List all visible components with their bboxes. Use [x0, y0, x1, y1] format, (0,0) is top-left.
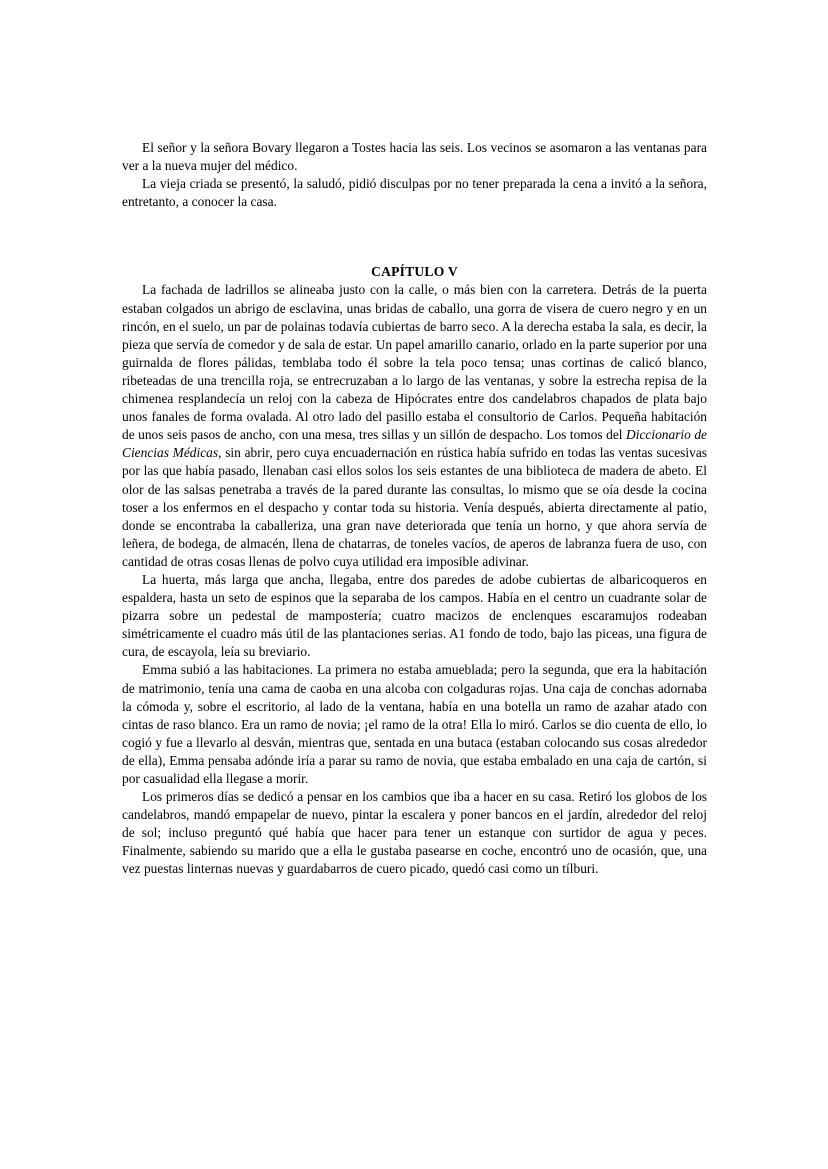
- heading-spacer-above: [122, 211, 707, 263]
- paragraph-house-description: [122, 281, 707, 571]
- paragraph-garden: La huerta, más larga que ancha, llegaba, entre dos paredes de adobe cubiertas de albaricoqueros en espaldera, hasta un seto de espinos que la separaba de los campos. Había en el centro un cuadrante solar de pizarra sobre un pedestal de mampostería; cuatro macizos de enclenques escaramujos rodeaban simétricamente el cuadro más útil de las plantaciones serias. A1 fondo de todo, bajo las piceas, una figura de cura, de escayola, leía su breviario.: [122, 571, 707, 660]
- chapter-heading: CAPÍTULO V: [371, 264, 458, 280]
- paragraph-first-days: Los primeros días se dedicó a pensar en los cambios que iba a hacer en su casa. Retiró los globos de los candelabros, mandó empapelar de nuevo, pintar la escalera y poner bancos en el jardín, alrededor del reloj de sol; incluso preguntó qué había que hacer para tener un estanque con surtidor de agua y peces. Finalmente, sabiendo su marido que a ella le gustaba pasearse en coche, encontró uno de ocasión, que, una vez puestas linternas nuevas y guardabarros de cuero picado, quedó casi como un tílburi.: [122, 789, 707, 877]
- book-title-italic: Diccionario de Ciencias Médicas: [122, 427, 708, 461]
- text-column: [122, 139, 707, 879]
- paragraph-emma-rooms: Emma subió a las habitaciones. La primera no estaba amueblada; pero la segunda, que era la habitación de matrimonio, tenía una cama de caoba en una alcoba con colgaduras rojas. Una caja de conchas adornaba la cómoda y, sobre el escritorio, al lado de la ventana, había en una botella un ramo de azahar atado con cintas de raso blanco. Era un ramo de novia; ¡el ramo de la otra! Ella lo miró. Carlos se dio cuenta de ello, lo cogió y fue a llevarlo al desván, mientras que, sentada en una butaca (estaban colocando sus cosas alrededor de ella), Emma pensaba adónde iría a parar su ramo de novia, que estaba embalado en una caja de cartón, si por casualidad ella llegase a morir.: [122, 662, 707, 786]
- paragraph-house-text-before-title: La fachada de ladrillos se alineaba justo con la calle, o más bien con la carretera. Detrás de la puerta estaban colgados un abrigo de esclavina, unas bridas de caballo, una gorra de visera de cuero negro y en un rincón, en el suelo, un par de polainas todavía cubiertas de barro seco. A la derecha estaba la sala, es decir, la pieza que servía de comedor y de sala de estar. Un papel amarillo canario, orlado en la parte superior por una guirnalda de flores pálidas, temblaba todo él sobre la tela poco tensa; unas cortinas de calicó blanco, ribeteadas de una trencilla roja, se entrecruzaban a lo largo de las ventanas, y sobre la estrecha repisa de la chimenea resplandecía un reloj con la cabeza de Hipócrates entre dos candelabros chapados de plata bajo unos fanales de forma ovalada. Al otro lado del pasillo estaba el consultorio de Carlos. Pequeña habitación de unos seis pasos de ancho, con una mesa, tres sillas y un sillón de despacho. Los tomos del: [122, 282, 707, 443]
- paragraph-maid: La vieja criada se presentó, la saludó, pidió disculpas por no tener preparada la cena a invitó a la señora, entretanto, a conocer la casa.: [122, 176, 707, 210]
- paragraph-arrival: El señor y la señora Bovary llegaron a Tostes hacia las seis. Los vecinos se asomaron a las ventanas para ver a la nueva mujer del médico.: [122, 140, 707, 174]
- paragraph-house-text-after-title: , sin abrir, pero cuya encuadernación en rústica había sufrido en todas las ventas sucesivas por las que había pasado, llenaban casi ellos solos los seis estantes de una biblioteca de madera de abeto. El olor de las salsas penetraba a través de la pared durante las consultas, lo mismo que se oía desde la cocina toser a los enfermos en el despacho y contar toda su historia. Venía después, abierta directamente al patio, donde se encontraba la caballeriza, una gran nave deteriorada que tenía un horno, y que ahora servía de leñera, de bodega, de almacén, llena de chatarras, de toneles vacíos, de aperos de labranza fuera de uso, con cantidad de otras cosas llenas de polvo cuya utilidad era imposible adivinar.: [122, 445, 708, 569]
